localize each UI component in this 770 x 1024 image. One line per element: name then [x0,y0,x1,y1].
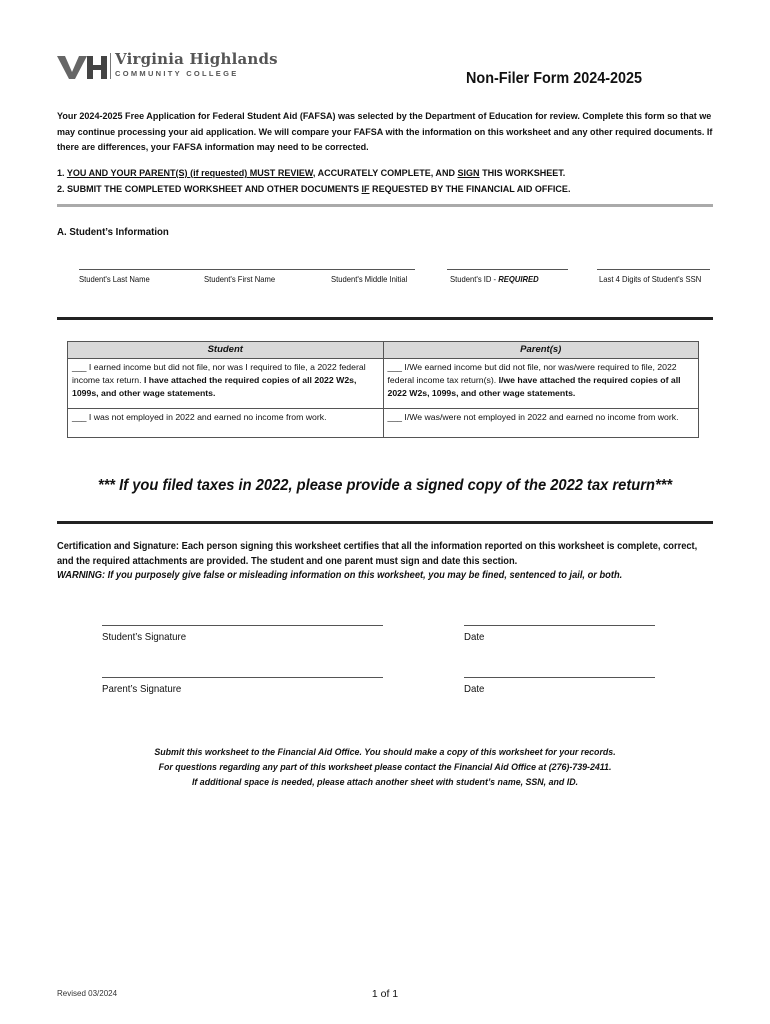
footer-submit-note: Submit this worksheet to the Financial Aid Office. You should make a copy of this worksheet for your records. [154,747,616,757]
page-number: 1 of 1 [371,988,399,1000]
student-option-earned[interactable]: ___ I earned income but did not file, nor was I required to file, a 2022 federal income tax return. I have attached the required copies of all 2022 W2s, 1099s, and other wage statements. [68,359,384,409]
logo-college-name: Virginia Highlands [115,50,278,68]
parent-date-label: Date [464,683,485,695]
student-signature-label: Student’s Signature [102,631,187,643]
student-id-line[interactable] [447,269,568,270]
footer-space-note: If additional space is needed, please attach another sheet with student’s name, SSN, and ID. [191,777,579,787]
table-header-student: Student [68,342,384,359]
warning-text: WARNING: If you purposely give false or misleading information on this worksheet, you may be fined, sentenced to jail, or both. [57,570,623,581]
section-a-heading: A. Student’s Information [57,226,169,238]
parent-signature-label: Parent’s Signature [102,683,182,695]
divider-top [57,204,713,207]
revision-date: Revised 03/2024 [57,989,118,998]
student-date-label: Date [464,631,485,643]
table-header-parent: Parent(s) [383,342,699,359]
certification-text: Certification and Signature: Each person signing this worksheet certifies that all the information reported on this worksheet is complete, correct, and the required attachments are provided. The student and one parent must sign and date this section. WARNING: If you purposely give false or misleading information on this worksheet, you may be fined, sentenced to jail, or both. [57,540,703,584]
filed-taxes-notice: *** If you filed taxes in 2022, please provide a signed copy of the 2022 tax return*** [97,477,673,494]
student-ssn-line[interactable] [597,269,710,270]
logo-divider [110,53,111,79]
form-title: Non-Filer Form 2024-2025 [466,70,643,87]
student-option-not-employed[interactable]: ___ I was not employed in 2022 and earned no income from work. [68,409,384,438]
instruction-1: 1. YOU AND YOUR PARENT(S) (if requested) MUST REVIEW, ACCURATELY COMPLETE, AND SIGN THIS WORKSHEET. [57,168,566,179]
divider-mid [57,317,713,320]
student-name-line[interactable] [79,269,415,270]
instruction-2: 2. SUBMIT THE COMPLETED WORKSHEET AND OTHER DOCUMENTS IF REQUESTED BY THE FINANCIAL AID OFFICE. [57,184,571,195]
label-ssn: Last 4 Digits of Student's SSN [599,274,702,284]
label-first-name: Student's First Name [204,274,276,284]
divider-bottom [57,521,713,524]
student-signature-line[interactable] [102,625,383,626]
parent-date-line[interactable] [464,677,655,678]
student-date-line[interactable] [464,625,655,626]
parent-option-not-employed[interactable]: ___ I/We was/were not employed in 2022 and earned no income from work. [383,409,699,438]
income-status-table [67,341,699,438]
label-middle-initial: Student's Middle Initial [331,274,408,284]
parent-signature-line[interactable] [102,677,383,678]
footer-contact-note: For questions regarding any part of this worksheet please contact the Financial Aid Office at (276)-739-2411. [158,762,612,772]
logo-college-subtitle: COMMUNITY COLLEGE [115,69,239,78]
label-last-name: Student's Last Name [79,274,150,284]
vh-logo-mark [57,52,109,80]
college-logo [57,50,278,82]
label-student-id: Student's ID - REQUIRED [450,274,539,284]
parent-option-earned[interactable]: ___ I/We earned income but did not file, nor was/were required to file, 2022 federal income tax return(s). I/we have attached the required copies of all 2022 W2s, 1099s, and other wage statements. [383,359,699,409]
intro-paragraph: Your 2024-2025 Free Application for Federal Student Aid (FAFSA) was selected by the Department of Education for review. Complete this form so that we may continue processing your aid application. We will compare your FAFSA with the information on this worksheet and any other required documents. If there are differences, your FAFSA information may need to be corrected. [57,111,713,153]
